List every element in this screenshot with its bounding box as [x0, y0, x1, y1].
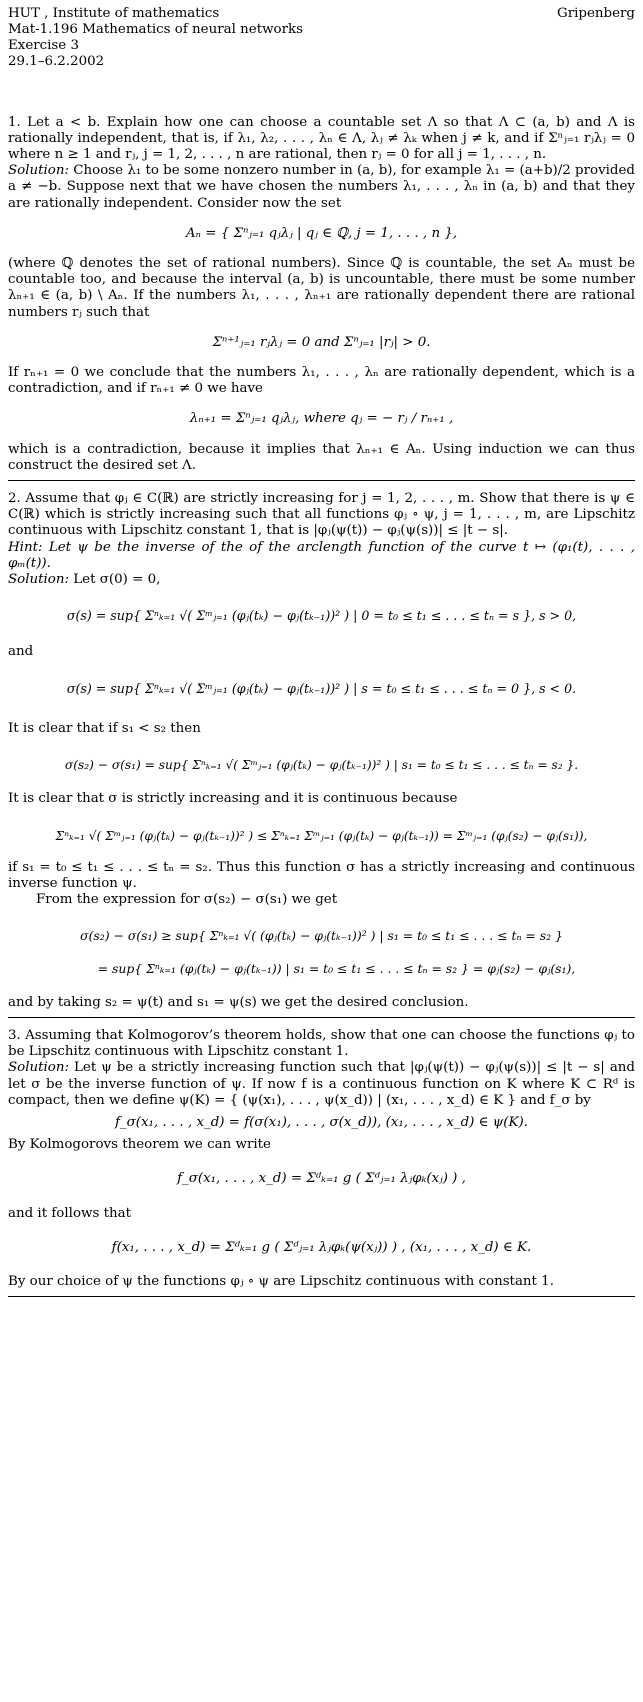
p2-solution-text-1: Let σ(0) = 0, [69, 572, 161, 588]
p2-hint: Hint: Let ψ be the inverse of the of the arclength function of the curve t ↦ (φ₁(t), . . . , φₘ(t)). [8, 539, 635, 571]
p2-equation-lower-bound-2: = sup{ Σⁿₖ₌₁ (φⱼ(tₖ) − φⱼ(tₖ₋₁)) | s₁ = t₀ ≤ t₁ ≤ . . . ≤ tₙ = s₂ } = φⱼ(s₂) − φⱼ(s₁), [97, 960, 576, 976]
p3-equation-kolmogorov: f_σ(x₁, . . . , x_d) = Σᵈₖ₌₁ g ( Σᵈⱼ₌₁ λⱼφₖ(xⱼ) ) , [177, 1171, 466, 1187]
p1-solution-text-3: If rₙ₊₁ = 0 we conclude that the numbers λ₁, . . . , λₙ are rationally dependent, which is a contradiction, and if rₙ₊₁ ≠ 0 we have [8, 365, 635, 397]
p2-solution-text-5: From the expression for σ(s₂) − σ(s₁) we get [36, 892, 338, 908]
p2-equation-continuity: Σⁿₖ₌₁ √( Σᵐⱼ₌₁ (φⱼ(tₖ) − φⱼ(tₖ₋₁))² ) ≤ Σⁿₖ₌₁ Σᵐⱼ₌₁ (φⱼ(tₖ) − φⱼ(tₖ₋₁)) = Σᵐⱼ₌₁ (φⱼ(s₂) − φⱼ(s₁)), [55, 828, 588, 843]
p2-and: and [8, 644, 34, 660]
p3-solution-text-3: and it follows that [8, 1205, 131, 1221]
problem-3 [8, 1028, 635, 1290]
p2-equation-sigma-negative: σ(s) = sup{ Σⁿₖ₌₁ √( Σᵐⱼ₌₁ (φⱼ(tₖ) − φⱼ(tₖ₋₁))² ) | s = t₀ ≤ t₁ ≤ . . . ≤ tₙ = 0 }, s < 0. [66, 680, 577, 696]
p2-solution-text-6: and by taking s₂ = ψ(t) and s₁ = ψ(s) we get the desired conclusion. [8, 994, 469, 1010]
p1-solution-text-2: (where ℚ denotes the set of rational numbers). Since ℚ is countable, the set Aₙ must be countable too, and because the interval (a, b) is uncountable, there must be some number λₙ₊₁ ∈ (a, b) \ Aₙ. If the numbers λ₁, . . . , λₙ₊₁ are rationally dependent there are rational numbers rⱼ such that [8, 256, 635, 320]
author: Gripenberg [557, 6, 635, 21]
p1-equation-dependence: Σⁿ⁺¹ⱼ₌₁ rⱼλⱼ = 0 and Σⁿⱼ₌₁ |rⱼ| > 0. [212, 334, 431, 350]
p3-equation-f-sigma: f_σ(x₁, . . . , x_d) = f(σ(x₁), . . . , σ(x_d)), (x₁, . . . , x_d) ∈ ψ(K). [114, 1114, 529, 1130]
p3-solution-text-4: By our choice of ψ the functions φⱼ ∘ ψ are Lipschitz continuous with constant 1. [8, 1273, 554, 1289]
problem-2 [8, 491, 635, 1011]
exercise-title: Exercise 3 [8, 38, 80, 54]
p2-solution-text-4: if s₁ = t₀ ≤ t₁ ≤ . . . ≤ tₙ = s₂. Thus this function σ has a strictly increasing and continuous inverse function ψ. [8, 859, 635, 891]
p1-equation-set-An: Aₙ = { Σⁿⱼ₌₁ qⱼλⱼ | qⱼ ∈ ℚ, j = 1, . . . , n }, [185, 225, 458, 241]
p3-equation-f: f(x₁, . . . , x_d) = Σᵈₖ₌₁ g ( Σᵈⱼ₌₁ λⱼφₖ(ψ(xⱼ)) ) , (x₁, . . . , x_d) ∈ K. [111, 1239, 532, 1255]
p3-solution-text-2: By Kolmogorovs theorem we can write [8, 1137, 271, 1153]
course-title: Mat-1.196 Mathematics of neural networks [8, 22, 303, 37]
problem-1-statement: 1. Let a < b. Explain how one can choose a countable set Λ so that Λ ⊂ (a, b) and Λ is rationally independent, that is, if λ₁, λ₂, . . . , λₙ ∈ Λ, λⱼ ≠ λₖ when j ≠ k, and if Σⁿⱼ₌₁ rⱼλⱼ = 0 where n ≥ 1 and rⱼ, j = 1, 2, . . . , n are rational, then rⱼ = 0 for all j = 1, . . . , n. [8, 114, 635, 163]
header-line-1 [8, 6, 635, 22]
problem-1 [8, 115, 635, 474]
solution-label: Solution: [8, 1060, 70, 1076]
solution-label: Solution: [8, 163, 70, 179]
p1-equation-lambda: λₙ₊₁ = Σⁿⱼ₌₁ qⱼλⱼ, where qⱼ = − rⱼ / rₙ₊₁ , [189, 411, 454, 427]
divider [8, 1296, 635, 1297]
p2-solution-text-3: It is clear that σ is strictly increasing and it is continuous because [8, 791, 458, 807]
p1-solution-text-1: Choose λ₁ to be some nonzero number in (a, b), for example λ₁ = (a+b)/2 provided a ≠ −b. Suppose next that we have chosen the numbers λ₁, . . . , λₙ in (a, b) and that they are rationally independent. Consider now the set [8, 163, 635, 211]
institution: HUT , Institute of mathematics [8, 6, 220, 21]
problem-3-statement: 3. Assuming that Kolmogorov’s theorem holds, show that one can choose the functions φⱼ to be Lipschitz continuous with Lipschitz constant 1. [8, 1027, 635, 1060]
document-page [8, 6, 635, 1307]
p1-solution-text-4: which is a contradiction, because it implies that λₙ₊₁ ∈ Aₙ. Using induction we can thus construct the desired set Λ. [8, 441, 635, 473]
solution-label: Solution: [8, 572, 70, 588]
p2-equation-sigma-difference: σ(s₂) − σ(s₁) = sup{ Σⁿₖ₌₁ √( Σᵐⱼ₌₁ (φⱼ(tₖ) − φⱼ(tₖ₋₁))² ) | s₁ = t₀ ≤ t₁ ≤ . . . ≤ tₙ = s₂ }. [64, 758, 579, 773]
p2-solution-text-2: It is clear that if s₁ < s₂ then [8, 720, 201, 736]
date-range: 29.1–6.2.2002 [8, 54, 105, 70]
divider [8, 1017, 635, 1018]
p2-equation-lower-bound: σ(s₂) − σ(s₁) ≥ sup{ Σⁿₖ₌₁ √( (φⱼ(tₖ) − φⱼ(tₖ₋₁))² ) | s₁ = t₀ ≤ t₁ ≤ . . . ≤ tₙ = s₂ } [80, 928, 563, 944]
divider [8, 480, 635, 481]
p3-solution-text-1: Let ψ be a strictly increasing function such that |φⱼ(ψ(t)) − φⱼ(ψ(s))| ≤ |t − s| and let σ be the inverse function of ψ. If now f is a continuous function on K where K ⊂ Rᵈ is compact, then we define ψ(K) = { (ψ(x₁), . . . , ψ(x_d)) | (x₁, . . . , x_d) ∈ K } and f_σ by [8, 1060, 635, 1108]
p2-equation-sigma-positive: σ(s) = sup{ Σⁿₖ₌₁ √( Σᵐⱼ₌₁ (φⱼ(tₖ) − φⱼ(tₖ₋₁))² ) | 0 = t₀ ≤ t₁ ≤ . . . ≤ tₙ = s }, s > 0, [66, 608, 577, 624]
problem-2-statement: 2. Assume that φⱼ ∈ C(ℝ) are strictly increasing for j = 1, 2, . . . , m. Show that there is ψ ∈ C(ℝ) which is strictly increasing such that all functions φⱼ ∘ ψ, j = 1, . . . , m, are Lipschitz continuous with Lipschitz constant 1, that is |φⱼ(ψ(t)) − φⱼ(ψ(s))| ≤ |t − s|. [8, 491, 635, 539]
